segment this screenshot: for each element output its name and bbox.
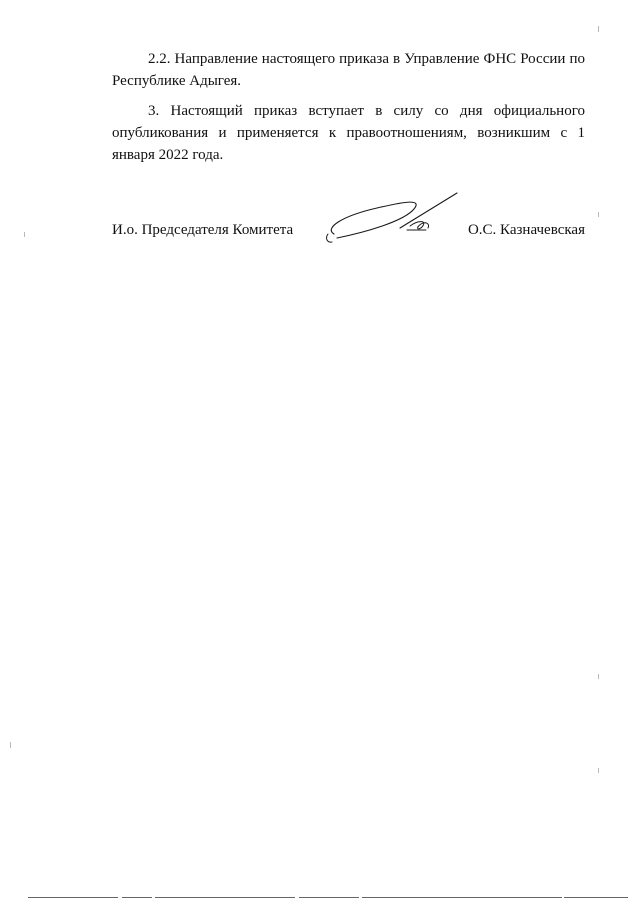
scan-edge-line (28, 896, 628, 899)
scan-edge-mark (598, 212, 599, 217)
paragraph-2-2: 2.2. Направление настоящего приказа в Управление ФНС России по Республике Адыгея. (112, 51, 585, 89)
signatory-position: И.о. Председателя Комитета (112, 222, 294, 238)
scan-edge-mark (598, 768, 599, 773)
scan-edge-mark (598, 26, 599, 32)
scan-edge-mark (598, 674, 599, 679)
scan-edge-mark (10, 742, 11, 748)
signatory-name: О.С. Казначевская (467, 222, 585, 238)
handwritten-signature (322, 188, 467, 253)
scan-edge-mark (24, 232, 25, 237)
paragraph-3: 3. Настоящий приказ вступает в силу со дня официального опубликования и применяется к правоотношениям, возникшим с 1 января 2022 года. (112, 103, 585, 163)
